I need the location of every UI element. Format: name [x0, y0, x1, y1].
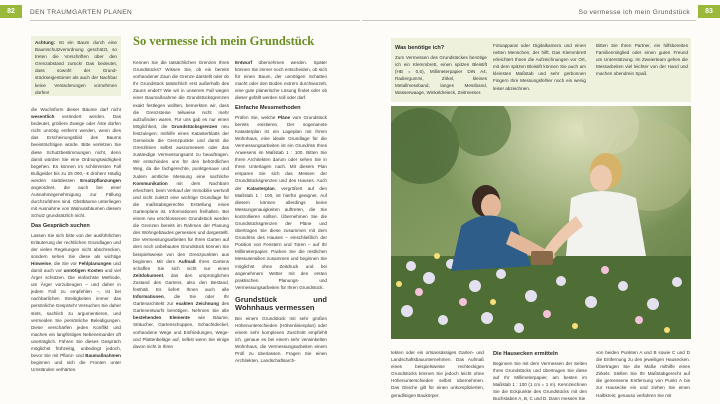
text-run: mit dem Nachbarn erleichtert, beim Verkauf der Immobilie wertvoll und nicht zuletzt eine wichtige Grundlage für die maßstabsgerechte Erstellung eines Gartenplans ist. Informationen freihalten. Bei einem neu erschlossenen Grundstück werden die Grenzen bereits im Rahmen der Planung des Wohngebäudes gemessen und dargestellt. Die Vermessungsarbeiten für Ihren Garten auf dem noch unbebauten Grundstück können Sie beispielsweise von den Grenzpunkten aus beginnen. Mit dem — [133, 180, 229, 264]
text-bold: Fehlplanungen — [78, 260, 112, 266]
text-run: verändert werden. Das bedeutet, größere Zweige oder Äste dürfen nicht unnötig entfernt werden, wenn dies das Erscheinungsbild des Baums beeinträchtigen würde. Bitte verletzen Sie diese Schutzbestimmungen nicht, denn damit würden Sie eine Ordnungswidrigkeit begehen. Es können im schlimmsten Fall Bußgelder bis zu 25 000,- € drohen! Häufig werden stattdessen — [31, 114, 121, 183]
tool-box-col-2 — [493, 42, 586, 100]
column-2-text — [133, 59, 229, 404]
gardening-women-illustration — [391, 106, 691, 339]
subheading-gespraech: Das Gespräch suchen — [31, 222, 90, 229]
text-bold: Katasterplan — [246, 185, 275, 191]
column-5-text — [493, 348, 587, 404]
text-run: Lassen Sie sich bitte von der ausführlichen Erläuterung der rechtlichen Grundlagen und der vielen Regelungen nicht abschrecken, sondern sehen Sie diese als wichtige — [31, 232, 121, 259]
text-run: , vergrößert auf den Maßstab 1 : 100, ist hierfür geeignet. Auf diesem können allerdings keine Messungenauigkeiten auftreten, die Sie kontrollieren sollten. Übernehmen Sie die Grundstücksgrenzen der Pläne und übertragen Sie diese zusammen mit dem Grundriss des Hauses – einschließlich der Position von Fenstern und Türen – auf Ihr Millimeterpapier. Packen Sie die restlichen Messutensilien zusammen und beginnen Sie möglichst ohne Zeitdruck und bei angenehmem Wetter mit den ersten praktischen Planungs- und Vermessungsarbeiten für Ihren Grundstück. — [235, 185, 327, 290]
right-header-rule — [362, 20, 696, 21]
text-run: beginnen und sich die Fronten unter Umständen verhärten. — [31, 360, 121, 373]
main-heading: So vermesse ich mein Grundstück — [133, 34, 315, 48]
garden-photo — [391, 106, 691, 339]
text-bold: Grundstücksgrenzen — [171, 123, 218, 129]
text-run: wie Bäume, Sträucher, Gartenschuppen, Schachtdeckel, vorhandene Wege und Einfriedungen, Wege- und Plattenbeläge auf, selbst wenn Sie einige davon nicht in Ihren — [133, 315, 229, 349]
text-run: und damit auch vor — [31, 260, 121, 273]
text-run: des Gartenentwurfs benötigen. Nehmen Sie alle — [133, 301, 229, 314]
text-run: die Wuchsform dieser Bäume darf nicht — [31, 107, 121, 112]
text-run: , das den ursprünglichen Zustand des Gartens, also den Bestand, festhält. Es liefert Ihnen auch alle — [133, 272, 229, 292]
warning-note-text: Ist ein Baum durch eine Baumschutzverordnung geschützt, so treten die Vorschriften über den Grenzabstand zurück! Das bedeutet, dass sowohl der Grund-stückseigentümer als auch der Nachbar keine Veränderungen vornehmen dürfen! — [35, 40, 117, 95]
text-run: neu festzulegen: mithilfe eines Katasterblatts der Gemeinde die Grenzpunkte und damit die Grenzlinien selbst auszumessen oder das zuständige Vermessungsamt zu beauftragen. Wir entschieden uns für den behördlichen Weg, da die fachgerechte, punktgenaue und zudem amtliche Messung eine sachliche — [133, 123, 229, 179]
subheading-grundstueck-wohnhaus: Grundstück und Wohnhaus vermessen — [235, 294, 327, 313]
text-bold: Entwurf — [235, 60, 253, 65]
text-bold: Pläne — [277, 114, 291, 120]
text-bold: wesentlich — [31, 114, 55, 120]
text-bold: Kommunikation — [133, 180, 168, 186]
tool-box-col-1 — [395, 42, 487, 100]
subheading-messmethoden: Einfache Messmethoden — [235, 104, 301, 111]
right-running-title: So vermesse ich mein Grundstück — [578, 9, 690, 16]
text-bold: Baumaßnahmen — [85, 353, 121, 359]
text-run: Ihres Gartens schaffen Sie sich nicht nur einen — [133, 258, 229, 271]
warning-note — [35, 39, 117, 95]
left-column-text — [31, 106, 121, 402]
text-run: übernehmen werden. Später können Sie immer noch entscheiden, ob sich für einen Baum, der unnötigen Schatten macht oder den Boden extrem durchwurzelt, eine gute planerische Lösung findet oder ob dieser gefällt werden soll oder darf. — [235, 60, 327, 101]
left-header-rule — [30, 20, 360, 21]
text-run: angeordnet, die auch bei einer Ausnahmegenehmigung zur Fällung durchzuführen sind. Obstbäume unterliegen mit Ausnahme von Walnussbäumen diesem Schutz grundsätzlich nicht. — [31, 185, 121, 219]
text-bold: Hinweise — [31, 260, 51, 266]
tool-box-title: Was benötige ich? — [395, 45, 445, 51]
subheading-hausecken: Die Hausecken ermitteln — [493, 351, 558, 357]
text-run: Prüfen Sie, welche — [235, 114, 278, 120]
text-run: Bitten Sie Ihren Partner, ein hilfsbereites Familienmitglied oder einen guten Freund um Unterstützung. Im Zweierteam gehen die Messarbeiten viel leichter von der Hand und machen obendrein Spaß. — [596, 43, 688, 77]
text-bold: bestehenden Elemente — [133, 315, 190, 321]
text-run: und viel Ärger schützen. Die einfachste Methode, um Ärger vorzubeugen – und daher in jedem Fall zu empfehlen –, ist bei nachbarlichen Streitigkeiten immer das persönliche Gespräch! Versuchen Sie daher stets, sachlich zu argumentieren, und vermeiden Sie persönliche Beleidigungen. Diese verschärfen jeden Konflikt und machen ein langfristiges Nebeneinander oft unerträglich. Führen Sie dieses Gespräch möglichst frühzeitig, unbedingt jedoch, bevor Sie mit Pflanz- und — [31, 267, 121, 359]
text-run: von beiden Punkten A und B sowie C und D die Entfernung zu den jeweiligen Hausecken. Übertragen Sie die Maße mithilfe eines Zirkels. Stellen Sie Ihr Maßstabgerecht auf die gemessene Entfernung von Punkt A bis zur Hausecke ein und ziehen Sie einen Halbkreis; genauso verfahren Sie mit — [596, 350, 690, 398]
text-bold: Informationen — [133, 294, 164, 300]
text-run: Kennen Sie die tatsächlichen Grenzen Ihres Grundstücks? Wissen Sie, ob ein bereits vorhandener Zaun die Grenze darstellt oder ob Ihr Grundstück tatsächlich erst außerhalb des Zauns endet? Wie wir in unserem Fall wegen einer Baumaßnahme die Grundstücksgrenzen exakt festlegen wollten, bemerkten wir, dass die Grenzsteine teilweise nicht mehr aufzufinden waren. Für uns gab es nur einen Möglichkeit, die — [133, 60, 229, 129]
warning-note-label: Achtung: — [35, 40, 56, 45]
column-3-text — [235, 59, 327, 404]
left-running-title: DEN TRAUMGARTEN PLANEN — [30, 9, 133, 16]
text-run: Zum Vermessen des Grundstückes benötige ich ein Klemmbrett, einen spitzen Bleistift (HB = 0,5), Millimeterpapier DIN A4, Radiergummi, Zirkel, kleines Metallmessband, langes Messband, Wasserwaage, Winkeldreieck, Zeitmesser. — [395, 55, 487, 96]
text-bold: Ersatzpflanzungen — [80, 177, 121, 183]
column-4-text — [391, 349, 484, 404]
text-bold: exakten Zeichnung — [176, 301, 219, 307]
text-bold: Zeitdokument — [133, 272, 164, 278]
right-page-number: 83 — [698, 5, 720, 18]
text-run: tekten oder ein ortsansässiges Garten- und Landschaftsbauunternehmen. Das Aufmaß eines beispielsweise rechteckigen Grundstücks können Sie jedoch leicht ohne Höhenunterschieden selbst übernehmen. Das Gleiche gilt für einen unkomplizierten, geradlinigen Baukörper. — [391, 350, 484, 398]
text-run: Fotoapparat oder Digitalkamera und einen netten Menschen, der hilft. Das Klemmbrett erleichtert Ihnen die Aufzeichnungen vor Ort, mit dem spitzen Bleistift können Sie auch am kleinsten Maßstab und sehr gerbonnen Fingern Ihre Messungsfehler noch ein wenig leiser abzeichnen. — [493, 43, 586, 91]
tool-box-col-3 — [596, 42, 688, 100]
text-run: , die Sie oder Ihr Gartenarchitekt zur — [133, 294, 229, 307]
text-bold: Aufmaß — [178, 258, 196, 264]
text-run: , die Sie vor — [50, 260, 79, 266]
text-run: Beginnen Sie mit dem Vermessen der Seiten Ihres Grundstücks und übertragen Sie diese auf Ihr Millimeterpapier, am besten im Maßstab 1 : 100 (1 cm = 1 m). Kennzeichnen Sie die Eckpunkte des Grundstücks mit den Buchstaben A, B, C und D. Dann messen Sie — [493, 361, 587, 402]
text-run: vom Grundstück bereits existieren. Der sogenannte Katasterplan ist ein Lageplan mit Ihrem Wohnhaus, eine ideale Grundlage für die Vermessungsarbeiten ist ein Grundriss Ihres Anwesens im Maßstab 1 : 100. Bitten Sie Ihren Architekten darum oder sehen Sie in Ihren Unterlagen nach. Mit diesem Plan ersparen Sie sich das Messen der Grundstücksgrenzen und des Hauses. Auch der — [235, 114, 327, 191]
text-bold: unnötigen Kosten — [63, 267, 104, 273]
text-run: Bei einem Grundstück mit sehr großen Höhenunterschieden (Höhenlinienplan) oder einem sehr komplexen Zuschnitt empfiehlt ich, genaue es bei einem sehr verwinkelten Wohnhaus, die Vermessungsarbeiten einem Profi zu überlassen. Fragen Sie einen Architekten, Landschaftsarch- — [235, 315, 327, 364]
left-page-number: 82 — [0, 5, 22, 18]
column-6-text — [596, 349, 690, 404]
